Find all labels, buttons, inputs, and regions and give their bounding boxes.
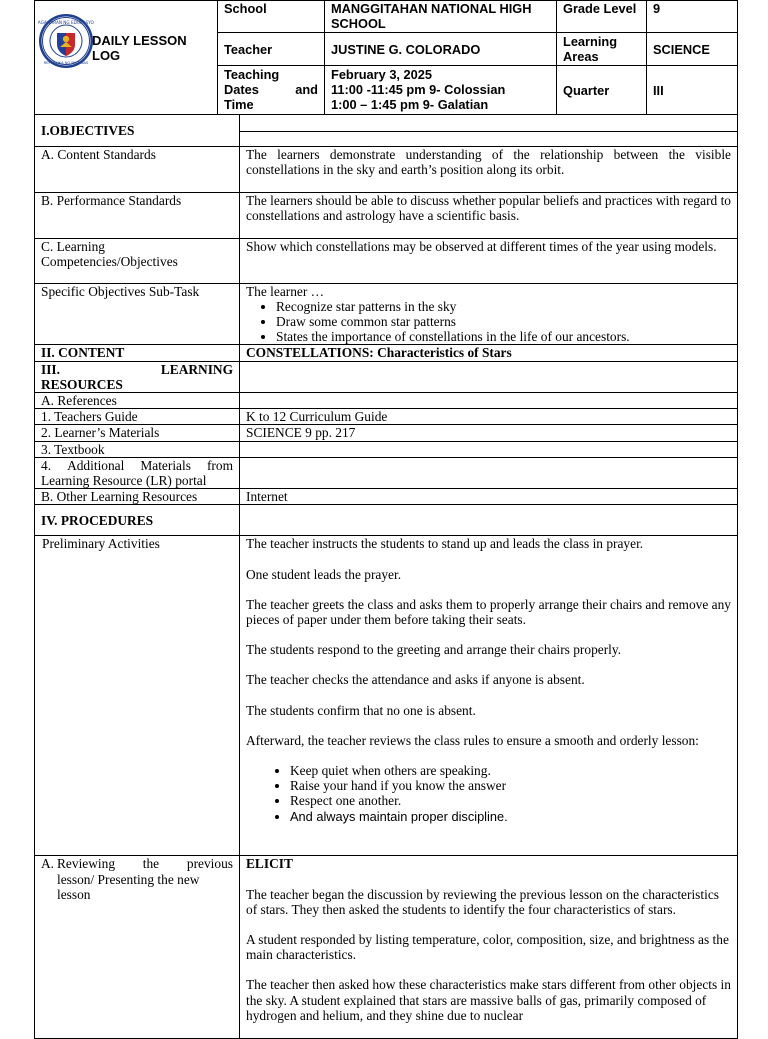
teachers-guide-value: K to 12 Curriculum Guide (240, 409, 738, 425)
preliminary-paragraph: One student leads the prayer. (246, 566, 402, 582)
specific-objectives-list (246, 299, 731, 345)
reviewing-label: A. Reviewing the previous lesson/ Presenting the new lesson (35, 856, 240, 1039)
quarter-value: III (647, 66, 738, 115)
teacher-value: JUSTINE G. COLORADO (325, 33, 557, 66)
references-blank (240, 392, 738, 408)
content-standards-label: A. Content Standards (35, 146, 240, 192)
elicit-heading: ELICIT (246, 856, 293, 872)
additional-materials-blank (240, 457, 738, 488)
elicit-cell (240, 856, 738, 1039)
elicit-paragraph: The teacher then asked how these characteristics make stars different from other objects in the sky. A student explained that stars are massive balls of gas, primarily composed of hydrogen and helium, and they shine due to nuclear (246, 977, 731, 1023)
teaching-dates-label: Teaching Dates and Time (218, 66, 325, 115)
other-resources-value: Internet (240, 489, 738, 505)
elicit-paragraph: A student responded by listing temperature, color, composition, size, and brightness as the main characteristics. (246, 931, 729, 963)
resources-blank (240, 361, 738, 392)
quarter-label: Quarter (557, 66, 647, 115)
list-item: • Respect one another. (290, 793, 731, 808)
textbook-blank (240, 441, 738, 457)
objectives-blank-2 (240, 131, 738, 146)
time-line-2: 1:00 – 1:45 pm 9- Galatian (331, 97, 489, 112)
teaching-dates-value (325, 66, 557, 115)
svg-text:KAGAWARAN NG EDUKASYON: KAGAWARAN NG EDUKASYON (38, 20, 94, 25)
content-value: CONSTELLATIONS: Characteristics of Stars (240, 345, 738, 361)
header-table (34, 0, 738, 115)
preliminary-cell (240, 536, 738, 856)
specific-objectives-cell (240, 283, 738, 345)
school-label: School (218, 1, 325, 33)
logo-title-cell (35, 1, 218, 115)
textbook-label: 3. Textbook (35, 441, 240, 457)
preliminary-paragraph: The teacher instructs the students to stand up and leads the class in prayer. (246, 536, 644, 552)
preliminary-paragraph: The students confirm that no one is absent. (246, 702, 476, 718)
learning-areas-label: Learning Areas (557, 33, 647, 66)
specific-intro: The learner … (246, 283, 325, 299)
deped-seal-logo (38, 13, 94, 72)
preliminary-paragraph: The teacher greets the class and asks them to properly arrange their chairs and remove any pieces of paper under them before taking their seats. (246, 596, 731, 627)
resources-heading: III. LEARNING RESOURCES (35, 361, 240, 392)
competencies-text: Show which constellations may be observed at different times of the year using models. (240, 238, 738, 283)
performance-standards-text: The learners should be able to discuss whether popular beliefs and practices with regard to constellations and astrology have a scientific basis. (240, 192, 738, 238)
specific-objectives-label: Specific Objectives Sub-Task (35, 283, 240, 345)
preliminary-paragraph: Afterward, the teacher reviews the class rules to ensure a smooth and orderly lesson: (246, 732, 699, 748)
elicit-paragraph: The teacher began the discussion by reviewing the previous lesson on the characteristics of stars. They then asked the students to identify the four characteristics of stars. (246, 886, 719, 917)
list-item: • And always maintain proper discipline. (290, 809, 731, 824)
list-item: • States the importance of constellations in the life of our ancestors. (276, 329, 731, 344)
date-line: February 3, 2025 (331, 67, 433, 82)
preliminary-paragraph: The students respond to the greeting and arrange their chairs properly. (246, 642, 622, 658)
learning-areas-value: SCIENCE (647, 33, 738, 66)
log-title: DAILY LESSON LOG (92, 33, 187, 63)
other-resources-label: B. Other Learning Resources (35, 489, 240, 505)
performance-standards-label: B. Performance Standards (35, 192, 240, 238)
list-item: • Draw some common star patterns (276, 314, 731, 329)
list-item: • Recognize star patterns in the sky (276, 299, 731, 314)
learners-materials-value: SCIENCE 9 pp. 217 (240, 425, 738, 441)
references-label: A. References (35, 392, 240, 408)
content-heading: II. CONTENT (35, 345, 240, 361)
preliminary-paragraph: The teacher checks the attendance and asks if anyone is absent. (246, 672, 585, 688)
svg-text:REPUBLIKA NG PILIPINAS: REPUBLIKA NG PILIPINAS (43, 61, 89, 65)
grade-value: 9 (647, 1, 738, 33)
procedures-blank (240, 505, 738, 536)
lesson-log-page (34, 0, 737, 1024)
list-item: • Keep quiet when others are speaking. (290, 763, 731, 778)
grade-label: Grade Level (557, 1, 647, 33)
list-item: • Raise your hand if you know the answer (290, 778, 731, 793)
preliminary-label: Preliminary Activities (35, 536, 240, 856)
class-rules-list (246, 763, 731, 824)
procedures-heading: IV. PROCEDURES (35, 505, 240, 536)
learners-materials-label: 2. Learner’s Materials (35, 425, 240, 441)
teacher-label: Teacher (218, 33, 325, 66)
objectives-blank-1 (240, 115, 738, 131)
objectives-heading: I.OBJECTIVES (35, 115, 240, 146)
main-table (34, 115, 738, 1039)
time-line-1: 11:00 -11:45 pm 9- Colossian (331, 82, 506, 97)
additional-materials-label: 4. Additional Materials from Learning Resource (LR) portal (35, 457, 240, 488)
teachers-guide-label: 1. Teachers Guide (35, 409, 240, 425)
content-standards-text: The learners demonstrate understanding of the relationship between the visible constellations in the sky and earth’s position along its orbit. (240, 146, 738, 192)
school-value: MANGGITAHAN NATIONAL HIGH SCHOOL (325, 1, 557, 33)
competencies-label: C. Learning Competencies/Objectives (35, 238, 240, 283)
